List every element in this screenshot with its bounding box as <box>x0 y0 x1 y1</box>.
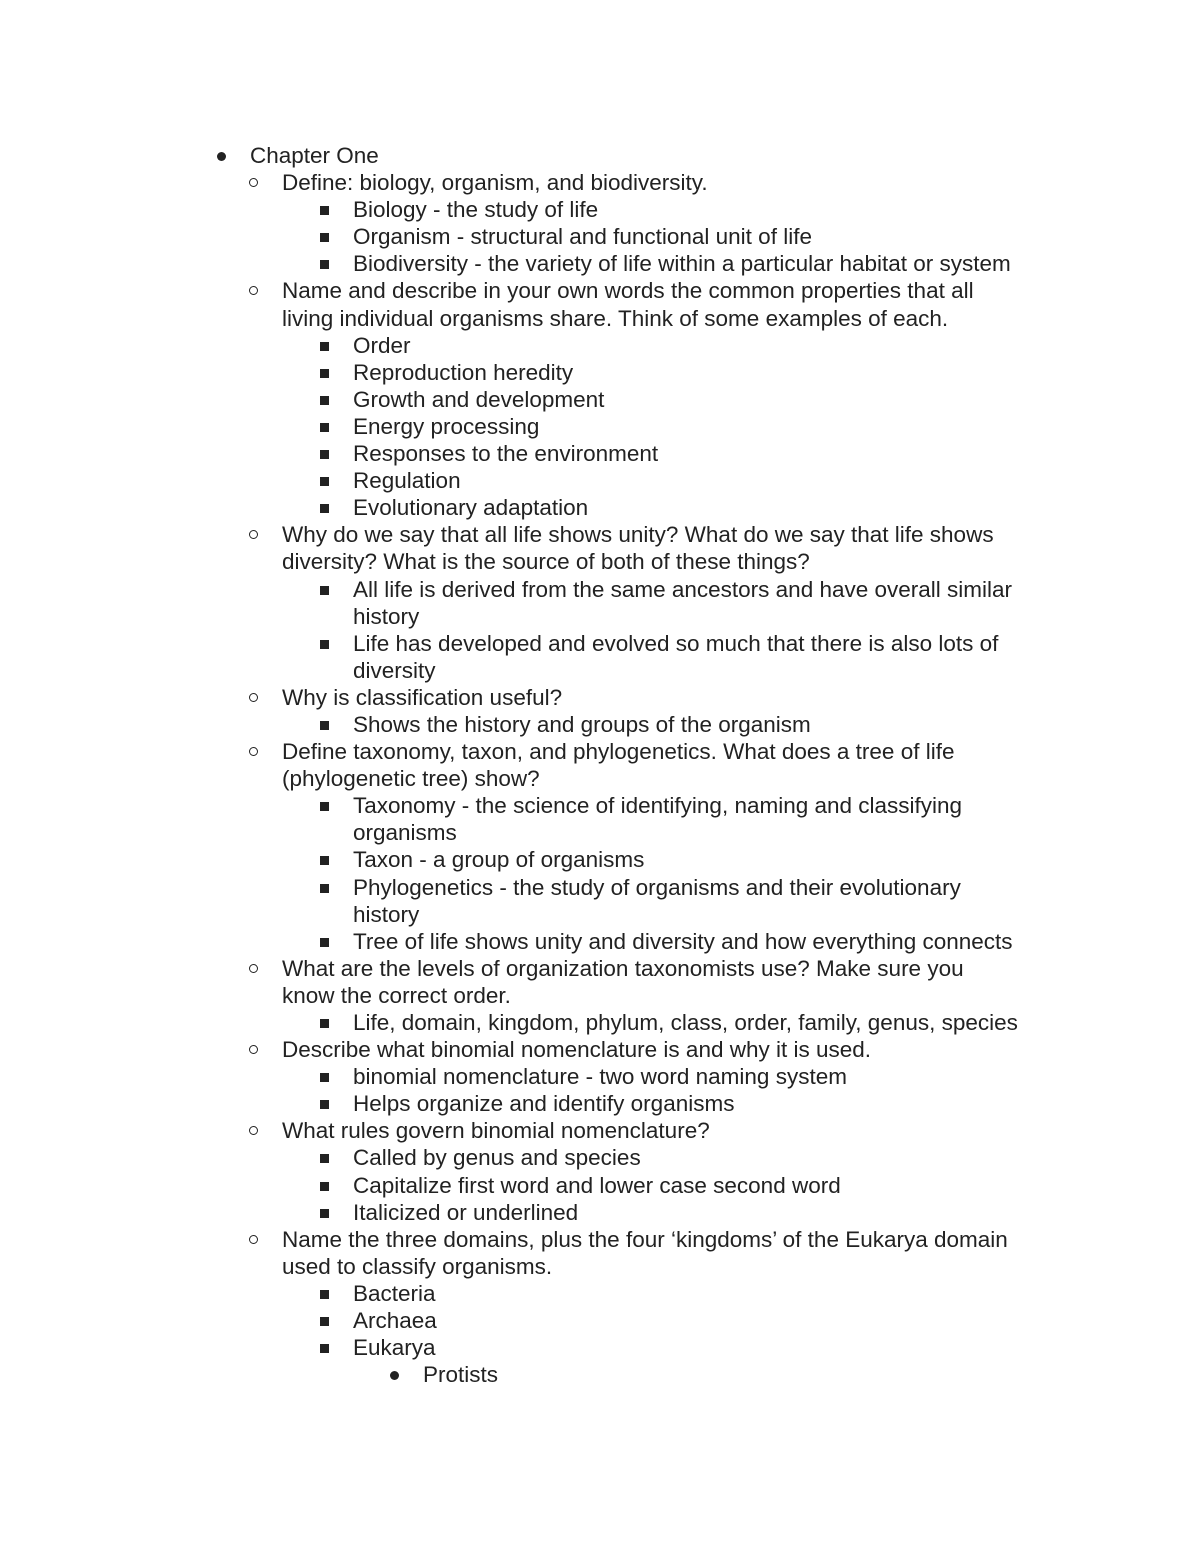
hollow-bullet-icon <box>249 178 258 187</box>
outline-item-chapter <box>0 142 1200 169</box>
question-item <box>0 521 1200 548</box>
answer-item <box>0 1334 1200 1361</box>
question-item-continuation <box>0 1253 1200 1280</box>
question-item <box>0 1117 1200 1144</box>
answer-text: Shows the history and groups of the organism <box>353 711 811 737</box>
square-bullet-icon <box>320 1290 329 1299</box>
hollow-bullet-icon <box>249 693 258 702</box>
answer-text: Life, domain, kingdom, phylum, class, order, family, genus, species <box>353 1010 1018 1035</box>
answer-item <box>0 792 1200 819</box>
square-bullet-icon <box>320 206 329 215</box>
answer-text: Phylogenetics - the study of organisms and their evolutionary <box>353 874 961 900</box>
square-bullet-icon <box>320 640 329 649</box>
question-item <box>0 1036 1200 1063</box>
answer-text: Tree of life shows unity and diversity and how everything connects <box>353 928 1013 954</box>
answer-item <box>0 874 1200 901</box>
question-text: living individual organisms share. Think of some examples of each. <box>282 305 949 331</box>
hollow-bullet-icon <box>249 1126 258 1135</box>
question-item <box>0 684 1200 711</box>
square-bullet-icon <box>320 233 329 242</box>
question-text: What rules govern binomial nomenclature? <box>282 1118 710 1144</box>
answer-text: Growth and development <box>353 386 605 412</box>
answer-text: Biodiversity - the variety of life within a particular habitat or system <box>353 251 1011 277</box>
answer-item <box>0 250 1200 277</box>
chapter-title: Chapter One <box>250 143 379 168</box>
answer-item-continuation <box>0 901 1200 928</box>
square-bullet-icon <box>320 721 329 730</box>
answer-text: Taxonomy - the science of identifying, naming and classifying <box>353 793 963 819</box>
square-bullet-icon <box>320 450 329 459</box>
question-item <box>0 955 1200 982</box>
question-text: Name and describe in your own words the common properties that all <box>282 278 974 304</box>
square-bullet-icon <box>320 856 329 865</box>
answer-item <box>0 1144 1200 1171</box>
answer-item-continuation <box>0 603 1200 630</box>
answer-text: Biology - the study of life <box>353 197 599 223</box>
question-text: used to classify organisms. <box>282 1253 553 1279</box>
sub-answer-text: Protists <box>423 1362 499 1388</box>
answer-text: Capitalize first word and lower case second word <box>353 1172 841 1198</box>
square-bullet-icon <box>320 586 329 595</box>
question-item <box>0 1226 1200 1253</box>
answer-item <box>0 1063 1200 1090</box>
answer-item <box>0 1172 1200 1199</box>
answer-text: Eukarya <box>353 1335 436 1361</box>
question-text: What are the levels of organization taxonomists use? Make sure you <box>282 955 964 981</box>
square-bullet-icon <box>320 802 329 811</box>
question-item-continuation <box>0 305 1200 332</box>
square-bullet-icon <box>320 1019 329 1028</box>
square-bullet-icon <box>320 396 329 405</box>
answer-item <box>0 1009 1200 1036</box>
question-item-continuation <box>0 548 1200 575</box>
question-text: (phylogenetic tree) show? <box>282 766 540 792</box>
square-bullet-icon <box>320 369 329 378</box>
answer-text: Life has developed and evolved so much that there is also lots of <box>353 630 999 656</box>
answer-text: All life is derived from the same ancestors and have overall similar <box>353 576 1013 602</box>
square-bullet-icon <box>320 1182 329 1191</box>
square-bullet-icon <box>320 1317 329 1326</box>
hollow-bullet-icon <box>249 1235 258 1244</box>
answer-text: Responses to the environment <box>353 441 659 467</box>
question-text: Name the three domains, plus the four ‘kingdoms’ of the Eukarya domain <box>282 1226 1008 1252</box>
question-text: Describe what binomial nomenclature is and why it is used. <box>282 1037 872 1063</box>
question-item-continuation <box>0 765 1200 792</box>
answer-text: Reproduction heredity <box>353 359 574 385</box>
answer-text: history <box>353 901 420 927</box>
answer-text: Bacteria <box>353 1280 436 1306</box>
filled-bullet-icon <box>217 152 226 161</box>
hollow-bullet-icon <box>249 747 258 756</box>
answer-text: history <box>353 603 420 629</box>
question-item <box>0 277 1200 304</box>
answer-item <box>0 846 1200 873</box>
square-bullet-icon <box>320 1344 329 1353</box>
answer-text: Regulation <box>353 468 461 494</box>
square-bullet-icon <box>320 1209 329 1218</box>
square-bullet-icon <box>320 1073 329 1082</box>
question-text: diversity? What is the source of both of these things? <box>282 549 810 575</box>
answer-item-continuation <box>0 819 1200 846</box>
question-item <box>0 738 1200 765</box>
answer-item <box>0 386 1200 413</box>
answer-text: organisms <box>353 820 457 846</box>
square-bullet-icon <box>320 504 329 513</box>
answer-item <box>0 630 1200 657</box>
answer-item <box>0 1090 1200 1117</box>
answer-text: binomial nomenclature - two word naming system <box>353 1064 847 1090</box>
question-item <box>0 169 1200 196</box>
answer-item <box>0 467 1200 494</box>
question-text: Define: biology, organism, and biodiversity. <box>282 170 708 196</box>
answer-text: Order <box>353 332 411 358</box>
answer-text: Called by genus and species <box>353 1145 641 1171</box>
question-text: know the correct order. <box>282 982 511 1008</box>
answer-item <box>0 1280 1200 1307</box>
square-bullet-icon <box>320 1154 329 1163</box>
answer-text: Helps organize and identify organisms <box>353 1091 735 1117</box>
hollow-bullet-icon <box>249 964 258 973</box>
square-bullet-icon <box>320 423 329 432</box>
document-page <box>0 142 1200 1388</box>
answer-item <box>0 711 1200 738</box>
answer-item <box>0 223 1200 250</box>
answer-text: Archaea <box>353 1308 437 1334</box>
answer-item <box>0 1307 1200 1334</box>
square-bullet-icon <box>320 342 329 351</box>
hollow-bullet-icon <box>249 286 258 295</box>
answer-item <box>0 196 1200 223</box>
answer-text: Italicized or underlined <box>353 1199 579 1225</box>
answer-item <box>0 440 1200 467</box>
answer-text: Organism - structural and functional unit of life <box>353 224 812 250</box>
sub-answer-item <box>0 1361 1200 1388</box>
answer-item <box>0 928 1200 955</box>
answer-text: Taxon - a group of organisms <box>353 847 645 873</box>
square-bullet-icon <box>320 1100 329 1109</box>
answer-text: Evolutionary adaptation <box>353 495 589 521</box>
question-text: Define taxonomy, taxon, and phylogenetics. What does a tree of life <box>282 739 955 765</box>
answer-item <box>0 359 1200 386</box>
answer-item <box>0 494 1200 521</box>
question-text: Why is classification useful? <box>282 684 563 710</box>
square-bullet-icon <box>320 938 329 947</box>
answer-text: Energy processing <box>353 413 540 439</box>
answer-item-continuation <box>0 657 1200 684</box>
answer-item <box>0 576 1200 603</box>
answer-item <box>0 1199 1200 1226</box>
answer-item <box>0 332 1200 359</box>
hollow-bullet-icon <box>249 1045 258 1054</box>
square-bullet-icon <box>320 884 329 893</box>
square-bullet-icon <box>320 477 329 486</box>
square-bullet-icon <box>320 260 329 269</box>
question-text: Why do we say that all life shows unity? What do we say that life shows <box>282 522 994 548</box>
answer-text: diversity <box>353 657 436 683</box>
filled-bullet-icon <box>390 1371 399 1380</box>
question-item-continuation <box>0 982 1200 1009</box>
hollow-bullet-icon <box>249 530 258 539</box>
answer-item <box>0 413 1200 440</box>
